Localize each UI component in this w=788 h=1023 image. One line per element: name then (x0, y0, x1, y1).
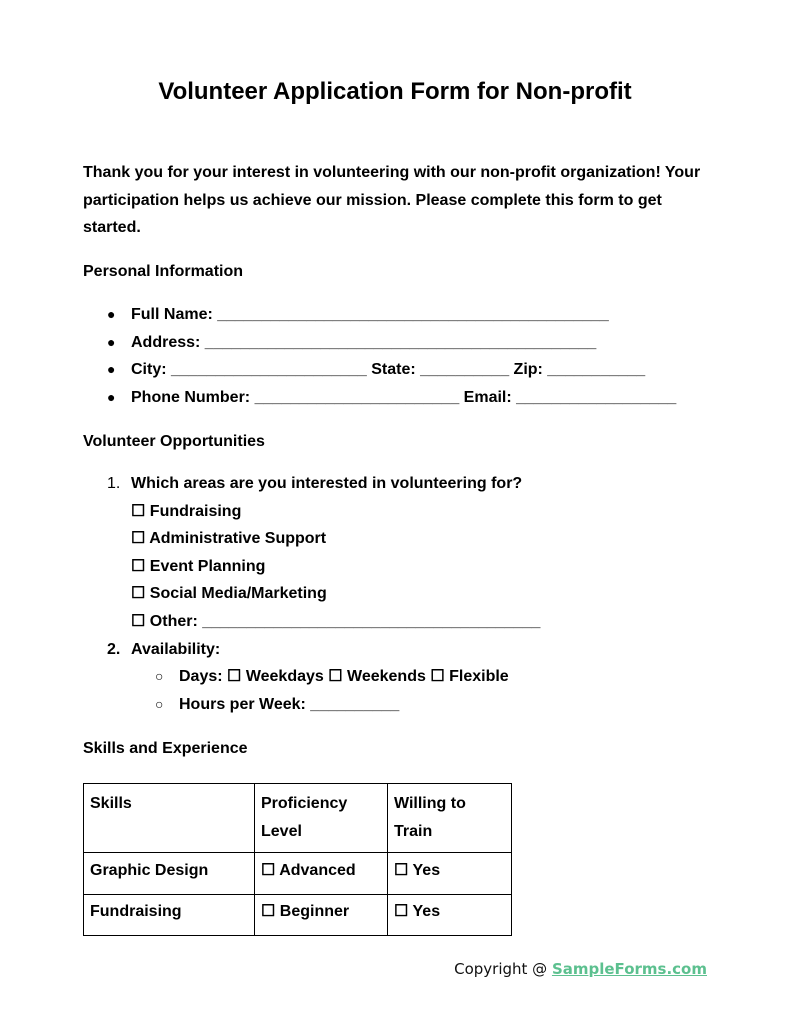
bullet-icon: ● (107, 306, 116, 322)
personal-info-list (83, 301, 723, 411)
skill-cell: Fundraising (84, 895, 255, 936)
skills-heading: Skills and Experience (83, 740, 248, 757)
phone-email-field[interactable]: ● Phone Number: _______________________ Email: __________________ (83, 384, 723, 412)
bullet-icon: ● (107, 361, 116, 378)
skills-table (83, 783, 512, 936)
personal-info-heading: Personal Information (83, 263, 244, 280)
availability-hours[interactable]: ○ Hours per Week: __________ (83, 691, 723, 719)
bullet-icon: ● (107, 388, 116, 405)
intro-paragraph: Thank you for your interest in volunteering with our non-profit organization! Your participation helps us achieve our mission. Please complete this form to get started. (83, 164, 701, 236)
page-title: Volunteer Application Form for Non-profit (158, 78, 632, 105)
table-header-row (84, 784, 512, 853)
proficiency-checkbox[interactable]: ☐ Advanced (255, 853, 388, 895)
question-number: 1. (107, 475, 121, 492)
skill-cell: Graphic Design (84, 853, 255, 895)
table-row (84, 895, 512, 936)
circle-bullet-icon: ○ (155, 668, 164, 685)
checkbox-other[interactable]: ☐ Other: ______________________________________ (131, 612, 541, 630)
circle-bullet-icon: ○ (155, 695, 164, 712)
question-number: 2. (107, 640, 121, 658)
sampleforms-link[interactable]: SampleForms.com (551, 960, 707, 978)
question-text: Availability: (131, 640, 221, 658)
train-checkbox[interactable]: ☐ Yes (388, 895, 512, 936)
full-name-field[interactable]: ● Full Name: ____________________________________________ (83, 301, 723, 329)
column-header: Proficiency Level (255, 784, 388, 853)
availability-days[interactable]: ○ Days: ☐ Weekdays ☐ Weekends ☐ Flexible (83, 663, 723, 691)
checkbox-event-planning[interactable]: ☐ Event Planning (131, 557, 266, 575)
train-checkbox[interactable]: ☐ Yes (388, 853, 512, 895)
checkbox-administrative-support[interactable]: ☐ Administrative Support (131, 530, 327, 548)
question-text: Which areas are you interested in volunteering for? (131, 475, 523, 492)
copyright-text: Copyright @ (454, 960, 552, 978)
checkbox-social-media[interactable]: ☐ Social Media/Marketing (131, 585, 327, 603)
address-field[interactable]: ● Address: ____________________________________________ (83, 329, 723, 357)
copyright-footer (454, 960, 707, 978)
column-header: Skills (84, 784, 255, 853)
proficiency-checkbox[interactable]: ☐ Beginner (255, 895, 388, 936)
bullet-icon: ● (107, 333, 116, 350)
column-header: Willing to Train (388, 784, 512, 853)
city-state-zip-field[interactable]: ● City: ______________________ State: __________ Zip: ___________ (83, 356, 723, 384)
question-2 (83, 636, 723, 664)
volunteer-opportunities-heading: Volunteer Opportunities (83, 433, 265, 450)
table-row (84, 853, 512, 895)
checkbox-fundraising[interactable]: ☐ Fundraising (131, 502, 242, 520)
volunteer-questions-list (83, 470, 723, 718)
question-1 (83, 470, 723, 498)
